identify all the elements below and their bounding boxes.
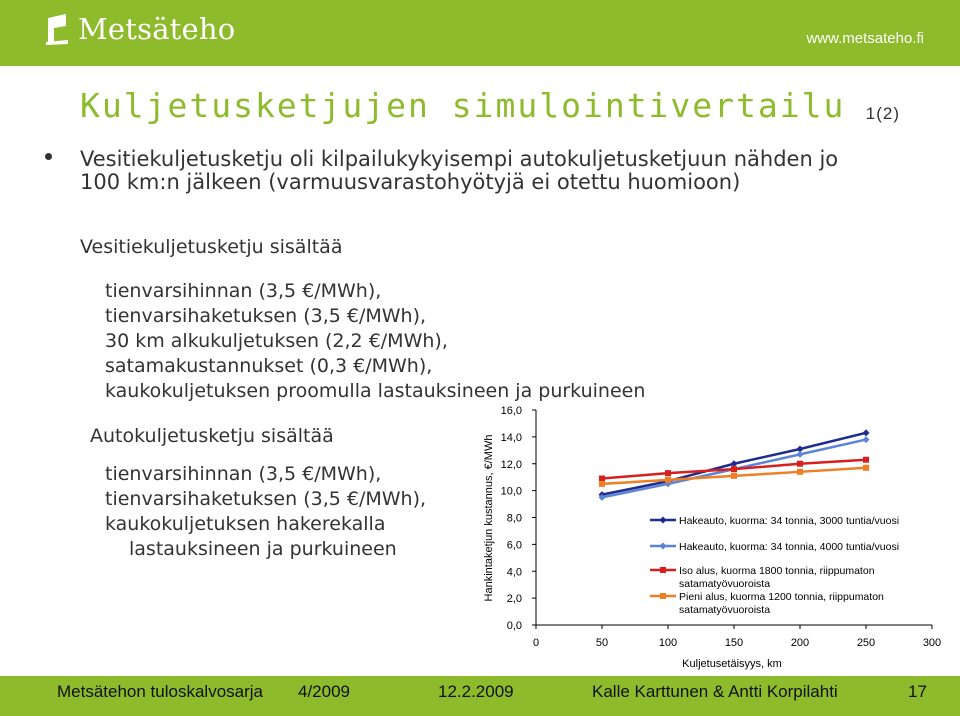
y-tick-label: 16,0 xyxy=(500,405,522,417)
page-indicator: 1(2) xyxy=(865,104,900,123)
list-item: tienvarsihaketuksen (3,5 €/MWh), xyxy=(105,305,427,327)
list-item: 30 km alkukuljetuksen (2,2 €/MWh), xyxy=(105,330,448,352)
x-tick-label: 250 xyxy=(856,637,876,649)
data-point xyxy=(797,461,803,467)
y-tick-label: 8,0 xyxy=(506,512,522,525)
legend-entry xyxy=(650,541,899,553)
cost-chart xyxy=(478,398,960,676)
y-tick-label: 0,0 xyxy=(506,620,522,632)
truck-chain-heading: Autokuljetusketju sisältää xyxy=(90,425,334,447)
truck-chain-list xyxy=(105,462,426,562)
data-point xyxy=(599,481,605,487)
data-point xyxy=(731,473,737,479)
x-tick-label: 50 xyxy=(595,637,609,649)
data-point xyxy=(797,451,804,458)
x-tick-label: 200 xyxy=(790,637,810,649)
list-item: tienvarsihinnan (3,5 €/MWh), xyxy=(105,463,382,485)
data-point xyxy=(797,469,803,475)
water-chain-list xyxy=(105,279,645,404)
y-tick-label: 6,0 xyxy=(506,539,522,552)
slide-title: Kuljetusketjujen simulointivertailu xyxy=(80,86,846,125)
legend-label: Hakeauto, kuorma: 34 tonnia, 3000 tuntia/vuosi xyxy=(679,515,900,527)
data-point xyxy=(863,429,870,436)
list-item: tienvarsihaketuksen (3,5 €/MWh), xyxy=(105,488,427,510)
data-point xyxy=(660,567,666,573)
x-tick-label: 300 xyxy=(922,637,942,649)
x-tick-label: 100 xyxy=(658,637,678,649)
data-point xyxy=(863,457,869,463)
brand-name: Metsäteho xyxy=(78,12,236,46)
legend-label: Pieni alus, kuorma 1200 tonnia, riippumaton satamatyövuoroista xyxy=(679,591,887,616)
header-banner xyxy=(0,0,960,66)
footer-issue: 4/2009 xyxy=(298,682,350,701)
data-point xyxy=(731,466,737,472)
data-point xyxy=(863,465,869,471)
x-tick-label: 150 xyxy=(724,637,744,649)
legend-entry xyxy=(650,591,887,616)
tree-icon xyxy=(42,12,72,46)
list-item: tienvarsihinnan (3,5 €/MWh), xyxy=(105,280,382,302)
data-point xyxy=(665,477,671,483)
data-point xyxy=(660,517,667,524)
list-item: kaukokuljetuksen hakerekalla xyxy=(105,513,386,535)
data-point xyxy=(660,593,666,599)
list-item: kaukokuljetuksen proomulla lastauksineen ja purkuineen xyxy=(105,380,646,402)
main-bullet: Vesitiekuljetusketju oli kilpailukykyisempi autokuljetusketjuun nähden jo 100 km:n jälkeen (varmuusvarastohyötyjä ei otettu huomioon) xyxy=(80,147,839,194)
data-point xyxy=(665,470,671,476)
y-tick-label: 4,0 xyxy=(506,566,522,579)
list-item: lastauksineen ja purkuineen xyxy=(129,538,397,560)
data-point xyxy=(660,543,667,550)
bullet-marker xyxy=(45,153,52,160)
water-chain-heading: Vesitiekuljetusketju sisältää xyxy=(80,236,343,258)
legend-label: Iso alus, kuorma 1800 tonnia, riippumaton satamatyövuoroista xyxy=(679,565,878,590)
footer-publication: Metsätehon tuloskalvosarja xyxy=(57,682,264,701)
data-point xyxy=(863,436,870,443)
y-axis-label: Hankintaketjun kustannus, €/MWh xyxy=(483,434,495,602)
y-tick-label: 10,0 xyxy=(500,485,522,498)
y-tick-label: 2,0 xyxy=(506,593,522,606)
footer-authors: Kalle Karttunen & Antti Korpilahti xyxy=(592,682,838,701)
y-tick-label: 12,0 xyxy=(500,458,522,471)
legend-entry xyxy=(650,565,877,590)
legend-label: Hakeauto, kuorma: 34 tonnia, 4000 tuntia/vuosi xyxy=(679,541,900,553)
x-tick-label: 0 xyxy=(532,637,540,649)
metsateho-logo[interactable] xyxy=(42,12,235,46)
footer-bar xyxy=(0,676,960,716)
legend-entry xyxy=(650,515,899,527)
data-point xyxy=(599,476,605,482)
website-link[interactable]: www.metsateho.fi xyxy=(806,30,924,47)
list-item: satamakustannukset (0,3 €/MWh), xyxy=(105,355,433,377)
slide-number: 17 xyxy=(908,682,927,701)
x-axis-label: Kuljetusetäisyys, km xyxy=(682,658,782,670)
series-1 xyxy=(599,429,870,498)
y-tick-label: 14,0 xyxy=(500,431,522,444)
footer-date: 12.2.2009 xyxy=(438,682,514,701)
